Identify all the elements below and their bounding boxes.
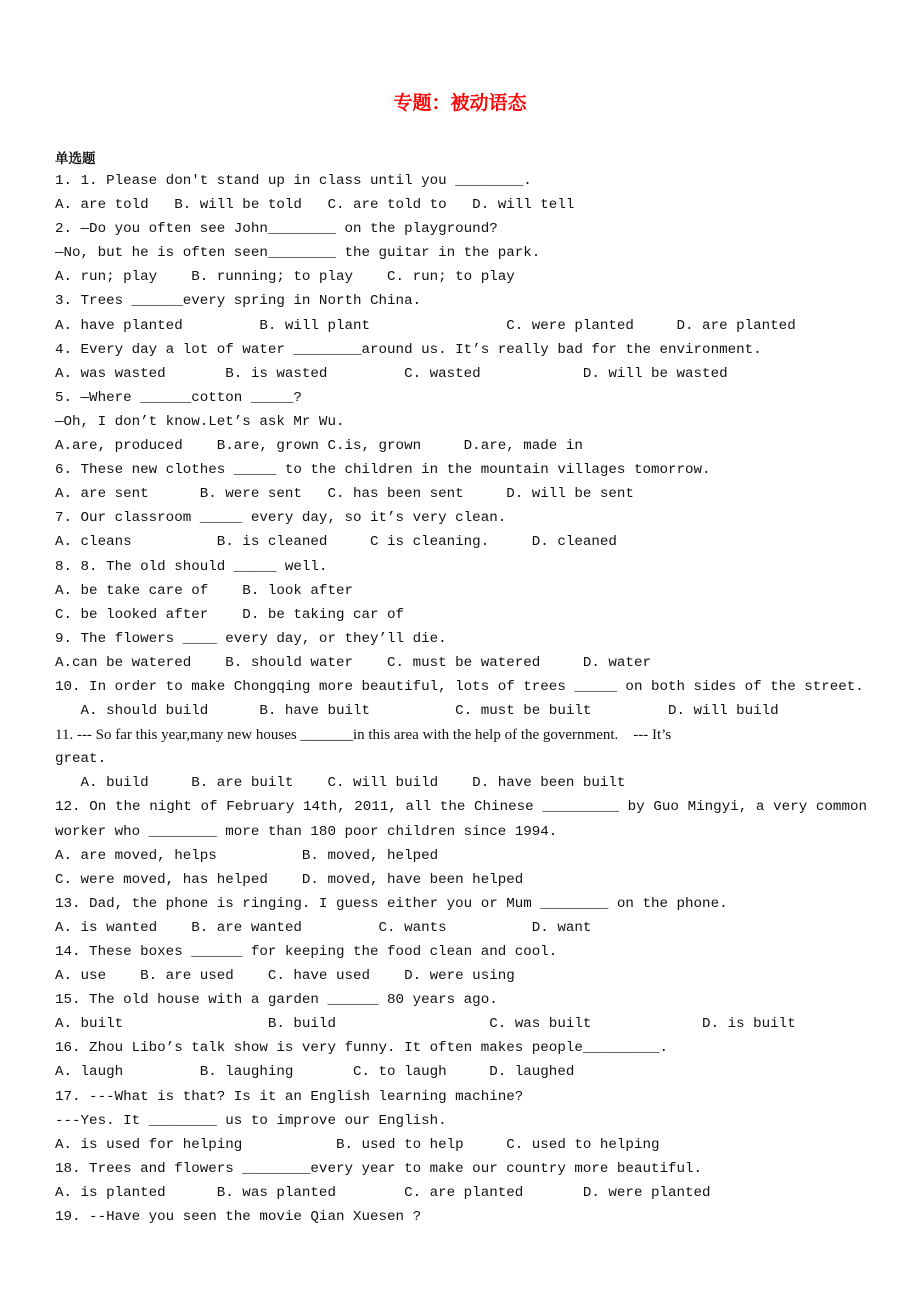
question-line: great. — [55, 751, 107, 768]
section-label: 单选题 — [55, 151, 96, 167]
options-line: A.can be watered B. should water C. must be watered D. water — [55, 654, 651, 671]
options-line: A. are moved, helps B. moved, helped — [55, 847, 439, 864]
options-line: C. were moved, has helped D. moved, have been helped — [55, 871, 524, 888]
question-line: 11. --- So far this year,many new houses _______in this area with the help of the government. --- It’s — [55, 727, 672, 744]
question-line: ---Yes. It ________ us to improve our English. — [55, 1112, 447, 1129]
question-line: 8. 8. The old should _____ well. — [55, 558, 328, 575]
options-line: A. are told B. will be told C. are told to D. will tell — [55, 197, 575, 214]
options-line: A. should build B. have built C. must be built D. will build — [55, 703, 779, 720]
options-line: A. run; play B. running; to play C. run; to play — [55, 269, 515, 286]
question-line: 16. Zhou Libo’s talk show is very funny. It often makes people_________. — [55, 1040, 668, 1057]
options-line: A. was wasted B. is wasted C. wasted D. will be wasted — [55, 365, 728, 382]
options-line: A. have planted B. will plant C. were planted D. are planted — [55, 317, 796, 334]
options-line: A. be take care of B. look after — [55, 582, 353, 599]
question-line: 19. --Have you seen the movie Qian Xuesen ? — [55, 1209, 422, 1226]
options-line: A. use B. are used C. have used D. were using — [55, 968, 515, 985]
options-line: C. be looked after D. be taking car of — [55, 606, 405, 623]
question-line: 18. Trees and flowers ________every year to make our country more beautiful. — [55, 1160, 703, 1177]
question-line: 4. Every day a lot of water ________around us. It’s really bad for the environment. — [55, 341, 762, 358]
question-line: worker who ________ more than 180 poor children since 1994. — [55, 823, 558, 840]
options-line: A.are, produced B.are, grown C.is, grown D.are, made in — [55, 438, 583, 455]
question-line: 17. ---What is that? Is it an English learning machine? — [55, 1088, 524, 1105]
question-line: 5. —Where ______cotton _____? — [55, 389, 302, 406]
options-line: A. is wanted B. are wanted C. wants D. want — [55, 919, 592, 936]
question-line: 10. In order to make Chongqing more beautiful, lots of trees _____ on both sides of the street. — [55, 678, 864, 695]
question-line: —Oh, I don’t know.Let’s ask Mr Wu. — [55, 413, 345, 430]
question-line: 15. The old house with a garden ______ 80 years ago. — [55, 992, 498, 1009]
options-line: A. is planted B. was planted C. are planted D. were planted — [55, 1184, 711, 1201]
options-line: A. laugh B. laughing C. to laugh D. laughed — [55, 1064, 575, 1081]
question-line: 7. Our classroom _____ every day, so it’s very clean. — [55, 510, 507, 527]
options-line: A. are sent B. were sent C. has been sent D. will be sent — [55, 486, 634, 503]
question-line: 9. The flowers ____ every day, or they’ll die. — [55, 630, 447, 647]
question-line: 6. These new clothes _____ to the children in the mountain villages tomorrow. — [55, 462, 711, 479]
options-line: A. built B. build C. was built D. is built — [55, 1016, 796, 1033]
question-list — [55, 169, 867, 1229]
question-line: 12. On the night of February 14th, 2011, all the Chinese _________ by Guo Mingyi, a very common — [55, 799, 867, 816]
options-line: A. build B. are built C. will build D. have been built — [55, 775, 626, 792]
question-line: 14. These boxes ______ for keeping the food clean and cool. — [55, 944, 558, 960]
question-line: 13. Dad, the phone is ringing. I guess either you or Mum ________ on the phone. — [55, 895, 728, 912]
options-line: A. is used for helping B. used to help C. used to helping — [55, 1136, 660, 1153]
question-line: 3. Trees ______every spring in North China. — [55, 293, 422, 310]
page-title: 专题：被动语态 — [393, 92, 527, 114]
options-line: A. cleans B. is cleaned C is cleaning. D. cleaned — [55, 534, 617, 551]
question-line: —No, but he is often seen________ the guitar in the park. — [55, 245, 541, 262]
question-line: 1. 1. Please don't stand up in class until you ________. — [55, 173, 532, 189]
question-line: 2. —Do you often see John________ on the playground? — [55, 221, 498, 238]
